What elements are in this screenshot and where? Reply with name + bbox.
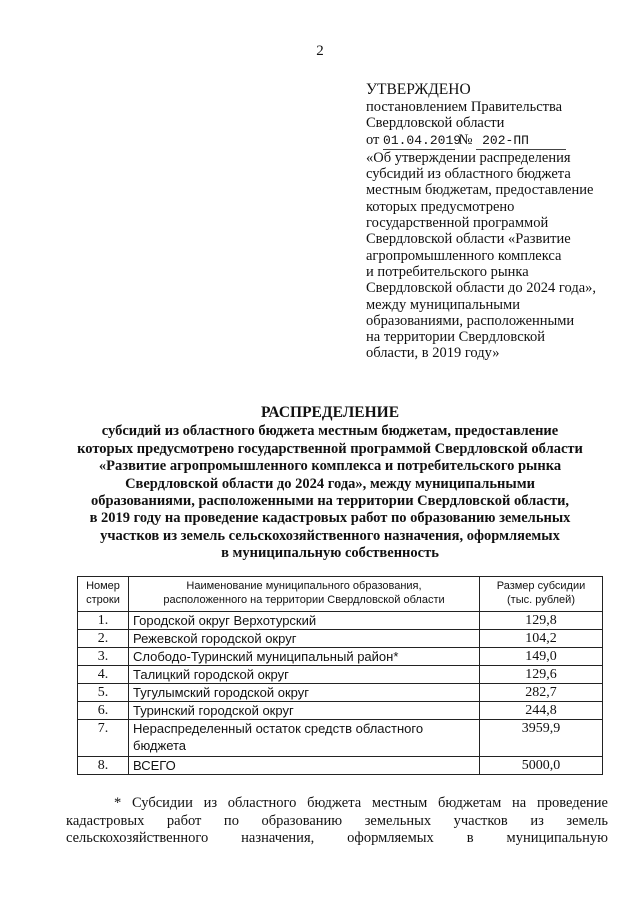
table-row — [78, 630, 603, 648]
row-amount: 5000,0 — [480, 757, 603, 775]
approval-text-line: между муниципальными — [366, 296, 520, 313]
table-row — [78, 666, 603, 684]
distribution-table — [77, 576, 603, 775]
row-amount: 129,6 — [480, 666, 603, 684]
title-line: которых предусмотрено государственной программой Свердловской области — [77, 440, 583, 457]
table-row-total — [78, 757, 603, 775]
approval-text-line: образованиями, расположенными — [366, 312, 575, 329]
header-amount: Размер субсидии (тыс. рублей) — [480, 577, 603, 612]
row-name: Слободо-Туринский муниципальный район* — [129, 648, 480, 666]
row-amount: 244,8 — [480, 702, 603, 720]
approval-text-line: «Об утверждении распределения — [366, 149, 571, 166]
title-line: образованиями, расположенными на территории Свердловской области, — [90, 493, 570, 510]
table-row — [78, 720, 603, 757]
approval-text-line: субсидий из областного бюджета — [366, 166, 571, 183]
approval-date: 01.04.2019 — [383, 133, 455, 150]
row-name: Режевской городской округ — [129, 630, 480, 648]
title-line: в 2019 году на проведение кадастровых работ по образованию земельных — [89, 510, 571, 527]
row-number: 2. — [78, 630, 129, 648]
row-amount: 129,8 — [480, 612, 603, 630]
approval-text-line: которых предусмотрено — [366, 198, 515, 215]
title-line: «Развитие агропромышленного комплекса и потребительского рынка — [98, 458, 562, 475]
row-number: 8. — [78, 757, 129, 775]
row-number: 1. — [78, 612, 129, 630]
page-number: 2 — [316, 43, 324, 59]
table-header-row — [78, 577, 603, 612]
date-prefix: от — [366, 131, 380, 148]
title-line: в муниципальную собственность — [221, 545, 439, 562]
number-prefix: № — [458, 131, 473, 148]
row-name: Городской округ Верхотурский — [129, 612, 480, 630]
row-number: 3. — [78, 648, 129, 666]
row-number: 6. — [78, 702, 129, 720]
row-name: Талицкий городской округ — [129, 666, 480, 684]
approval-text-line: на территории Свердловской — [366, 329, 545, 346]
title-line: Свердловской области до 2024 года», между муниципальными — [125, 475, 535, 492]
approval-text-line: местным бюджетам, предоставление — [366, 182, 594, 199]
row-amount: 3959,9 — [480, 720, 603, 757]
header-number: Номер строки — [78, 577, 129, 612]
approval-number: 202-ПП — [476, 133, 566, 150]
row-number: 7. — [78, 720, 129, 757]
title-line: субсидий из областного бюджета местным бюджетам, предоставление — [101, 423, 559, 440]
approval-text-line: государственной программой — [366, 215, 549, 232]
approval-text-line: Свердловской области «Развитие — [366, 231, 571, 248]
table-row — [78, 684, 603, 702]
approval-date-line — [366, 132, 626, 150]
row-name: Туринский городской округ — [129, 702, 480, 720]
approval-block — [366, 81, 626, 362]
title-line: участков из земель сельскохозяйственного назначения, оформляемых — [100, 527, 560, 544]
title-main: РАСПРЕДЕЛЕНИЕ — [260, 404, 400, 421]
table-row — [78, 702, 603, 720]
header-name: Наименование муниципального образования, расположенного на территории Свердловской области — [129, 577, 480, 612]
table-row — [78, 648, 603, 666]
approval-issuer-line: Свердловской области — [366, 115, 505, 132]
row-amount: 149,0 — [480, 648, 603, 666]
approval-issuer-line: постановлением Правительства — [366, 99, 563, 115]
approval-text-line: Свердловской области до 2024 года», — [366, 280, 597, 297]
approval-heading: УТВЕРЖДЕНО — [366, 81, 471, 98]
footnote — [66, 795, 608, 848]
footnote-line: * Субсидии из областного бюджета местным бюджетам на проведение — [114, 795, 608, 811]
row-amount: 282,7 — [480, 684, 603, 702]
document-title — [60, 404, 600, 563]
footnote-line: кадастровых работ по образованию земельных участков из земель — [66, 812, 608, 829]
row-number: 5. — [78, 684, 129, 702]
approval-text-line: и потребительского рынка — [366, 263, 529, 280]
table-row — [78, 612, 603, 630]
approval-text-line: области, в 2019 году» — [366, 345, 500, 362]
row-name: Нераспределенный остаток средств областного бюджета — [129, 720, 480, 757]
footnote-line: сельскохозяйственного назначения, оформляемых в муниципальную — [66, 830, 608, 846]
row-name: Тугулымский городской округ — [129, 684, 480, 702]
row-name: ВСЕГО — [129, 757, 480, 775]
approval-text-line: агропромышленного комплекса — [366, 247, 562, 264]
row-number: 4. — [78, 666, 129, 684]
row-amount: 104,2 — [480, 630, 603, 648]
